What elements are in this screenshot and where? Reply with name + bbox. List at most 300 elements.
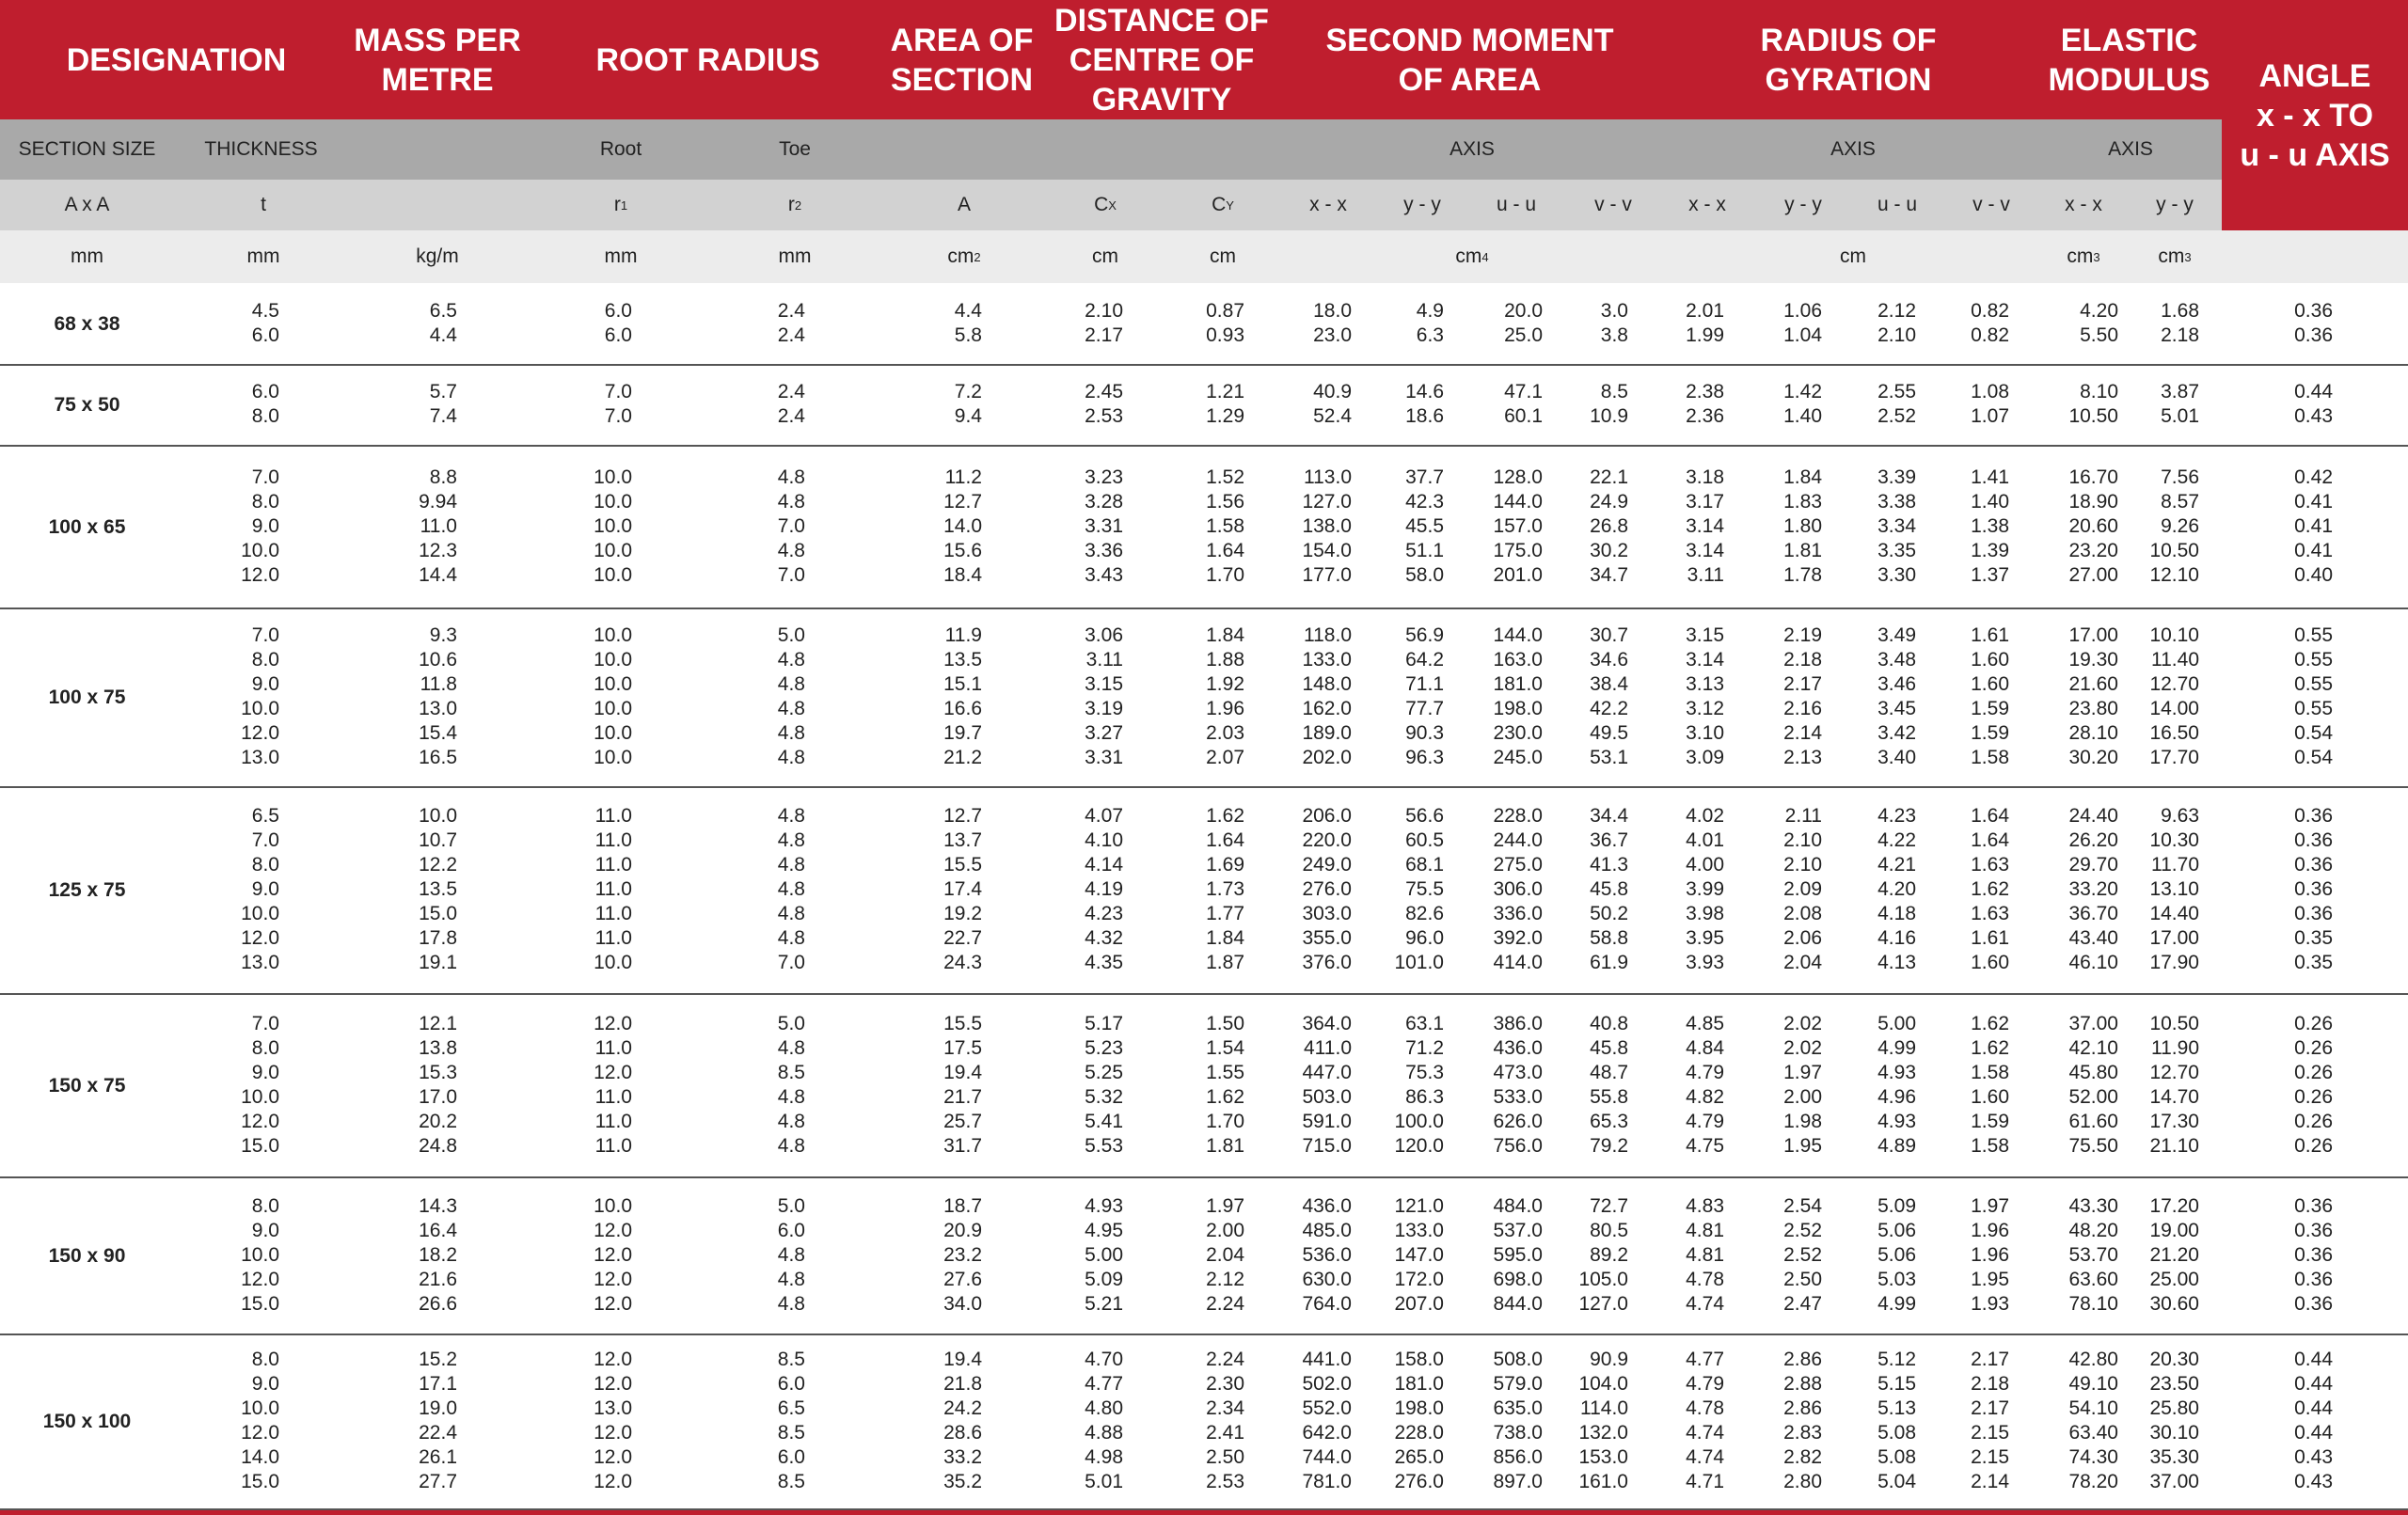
- table-cell: 8.10: [2080, 381, 2118, 402]
- table-cell: 17.30: [2149, 1111, 2199, 1132]
- table-cell: 5.50: [2080, 324, 2118, 346]
- table-cell: 4.84: [1686, 1037, 1724, 1059]
- table-cell: 0.36: [2294, 300, 2333, 322]
- table-cell: 2.13: [1783, 747, 1822, 768]
- column-area: [869, 804, 982, 975]
- table-cell: 1.77: [1206, 903, 1244, 924]
- column-angle: [2220, 623, 2333, 770]
- table-cell: 29.70: [2068, 854, 2118, 876]
- table-cell: 77.7: [1405, 698, 1444, 719]
- table-cell: 8.5: [1600, 381, 1628, 402]
- table-cell: 52.00: [2068, 1086, 2118, 1108]
- table-cell: 3.39: [1877, 466, 1916, 488]
- label-axis-modulus: AXIS: [2108, 138, 2153, 160]
- table-cell: 2.18: [1783, 649, 1822, 671]
- table-cell: 1.64: [1206, 540, 1244, 561]
- table-cell: 2.45: [1085, 381, 1123, 402]
- table-cell: 1.07: [1971, 405, 2009, 427]
- column-rxx: [1611, 299, 1724, 348]
- subheader-symbols-row: [0, 180, 2222, 230]
- table-cell: 1.59: [1971, 722, 2009, 744]
- table-cell: 4.8: [777, 540, 805, 561]
- unit-area: cm 2: [947, 245, 981, 267]
- table-cell: 414.0: [1493, 952, 1543, 973]
- table-cell: 12.0: [594, 1422, 632, 1444]
- table-cell: 0.41: [2294, 491, 2333, 513]
- column-mass: [344, 466, 457, 588]
- column-mass: [344, 1348, 457, 1494]
- table-cell: 635.0: [1493, 1397, 1543, 1419]
- table-cell: 3.0: [1600, 300, 1628, 322]
- table-cell: 10.0: [594, 747, 632, 768]
- table-cell: 172.0: [1394, 1269, 1444, 1290]
- table-cell: 0.26: [2294, 1111, 2333, 1132]
- table-cell: 20.9: [943, 1220, 982, 1241]
- column-zyy: [2086, 1012, 2199, 1159]
- table-cell: 4.80: [1085, 1397, 1123, 1419]
- table-cell: 63.60: [2068, 1269, 2118, 1290]
- column-iyy: [1331, 380, 1444, 429]
- table-row-group: [0, 447, 2408, 609]
- table-cell: 17.0: [419, 1086, 457, 1108]
- table-cell: 376.0: [1302, 952, 1352, 973]
- table-cell: 10.0: [241, 1397, 279, 1419]
- table-cell: 5.41: [1085, 1111, 1123, 1132]
- table-cell: 96.0: [1405, 927, 1444, 949]
- column-rxx: [1611, 623, 1724, 770]
- table-cell: 28.6: [943, 1422, 982, 1444]
- table-cell: 14.3: [419, 1195, 457, 1217]
- table-cell: 3.46: [1877, 673, 1916, 695]
- table-cell: 10.50: [2149, 1013, 2199, 1034]
- table-cell: 4.8: [777, 649, 805, 671]
- table-cell: 4.89: [1877, 1135, 1916, 1157]
- table-cell: 35.30: [2149, 1446, 2199, 1468]
- table-cell: 364.0: [1302, 1013, 1352, 1034]
- table-cell: 2.10: [1783, 829, 1822, 851]
- table-cell: 15.0: [419, 903, 457, 924]
- table-cell: 12.7: [943, 805, 982, 827]
- table-cell: 484.0: [1493, 1195, 1543, 1217]
- table-cell: 473.0: [1493, 1062, 1543, 1083]
- table-cell: 1.06: [1783, 300, 1822, 322]
- table-cell: 7.0: [251, 1013, 279, 1034]
- table-cell: 698.0: [1493, 1269, 1543, 1290]
- table-cell: 0.35: [2294, 927, 2333, 949]
- section-designation: 68 x 38: [54, 313, 120, 335]
- table-cell: 9.0: [251, 1062, 279, 1083]
- column-toe: [692, 1194, 805, 1317]
- table-cell: 161.0: [1578, 1471, 1628, 1492]
- table-cell: 14.4: [419, 564, 457, 586]
- table-cell: 4.18: [1877, 903, 1916, 924]
- column-iyy: [1331, 1012, 1444, 1159]
- table-cell: 56.9: [1405, 624, 1444, 646]
- table-cell: 11.0: [594, 1086, 632, 1108]
- table-cell: 33.2: [943, 1446, 982, 1468]
- table-cell: 26.20: [2068, 829, 2118, 851]
- table-cell: 3.15: [1085, 673, 1123, 695]
- table-cell: 0.44: [2294, 1349, 2333, 1370]
- table-cell: 17.70: [2149, 747, 2199, 768]
- table-cell: 18.90: [2068, 491, 2118, 513]
- table-cell: 37.00: [2149, 1471, 2199, 1492]
- column-angle: [2220, 1012, 2333, 1159]
- table-cell: 15.6: [943, 540, 982, 561]
- table-cell: 595.0: [1493, 1244, 1543, 1266]
- table-cell: 42.3: [1405, 491, 1444, 513]
- table-cell: 21.6: [419, 1269, 457, 1290]
- table-cell: 1.68: [2161, 300, 2199, 322]
- label-section-size: SECTION SIZE: [18, 138, 156, 160]
- table-cell: 1.73: [1206, 878, 1244, 900]
- table-cell: 47.1: [1504, 381, 1543, 402]
- table-cell: 13.5: [419, 878, 457, 900]
- label-root: Root: [599, 138, 642, 160]
- table-cell: 8.8: [429, 466, 457, 488]
- table-cell: 3.23: [1085, 466, 1123, 488]
- table-cell: 1.52: [1206, 466, 1244, 488]
- table-cell: 23.20: [2068, 540, 2118, 561]
- table-cell: 2.09: [1783, 878, 1822, 900]
- table-cell: 8.57: [2161, 491, 2199, 513]
- table-cell: 15.0: [241, 1293, 279, 1315]
- table-cell: 17.90: [2149, 952, 2199, 973]
- table-cell: 10.0: [594, 491, 632, 513]
- table-cell: 5.00: [1877, 1013, 1916, 1034]
- table-cell: 12.0: [594, 1471, 632, 1492]
- header-designation: DESIGNATION: [66, 41, 287, 78]
- table-cell: 5.00: [1085, 1244, 1123, 1266]
- table-cell: 4.8: [777, 1244, 805, 1266]
- column-toe: [692, 1348, 805, 1494]
- table-cell: 22.4: [419, 1422, 457, 1444]
- table-cell: 2.24: [1206, 1293, 1244, 1315]
- table-cell: 13.0: [241, 747, 279, 768]
- table-cell: 0.44: [2294, 381, 2333, 402]
- table-cell: 36.7: [1590, 829, 1628, 851]
- table-cell: 104.0: [1578, 1373, 1628, 1395]
- subheader-labels-row: [0, 119, 2222, 180]
- table-cell: 13.8: [419, 1037, 457, 1059]
- table-cell: 2.10: [1085, 300, 1123, 322]
- table-cell: 163.0: [1493, 649, 1543, 671]
- table-cell: 2.88: [1783, 1373, 1822, 1395]
- table-cell: 4.99: [1877, 1037, 1916, 1059]
- table-cell: 4.8: [777, 466, 805, 488]
- table-cell: 386.0: [1493, 1013, 1543, 1034]
- table-cell: 4.4: [429, 324, 457, 346]
- table-cell: 24.40: [2068, 805, 2118, 827]
- table-cell: 24.2: [943, 1397, 982, 1419]
- table-cell: 2.36: [1686, 405, 1724, 427]
- table-cell: 10.0: [594, 624, 632, 646]
- table-cell: 13.7: [943, 829, 982, 851]
- table-cell: 45.80: [2068, 1062, 2118, 1083]
- table-cell: 1.84: [1206, 624, 1244, 646]
- table-cell: 4.14: [1085, 854, 1123, 876]
- table-cell: 201.0: [1493, 564, 1543, 586]
- table-cell: 4.8: [777, 1135, 805, 1157]
- table-cell: 90.3: [1405, 722, 1444, 744]
- table-cell: 3.8: [1600, 324, 1628, 346]
- table-cell: 4.8: [777, 927, 805, 949]
- table-cell: 3.18: [1686, 466, 1724, 488]
- table-cell: 12.0: [241, 722, 279, 744]
- table-cell: 12.0: [594, 1220, 632, 1241]
- table-cell: 4.13: [1877, 952, 1916, 973]
- table-cell: 23.80: [2068, 698, 2118, 719]
- table-cell: 4.98: [1085, 1446, 1123, 1468]
- table-cell: 4.02: [1686, 805, 1724, 827]
- table-cell: 1.40: [1971, 491, 2009, 513]
- table-cell: 11.0: [594, 1111, 632, 1132]
- table-cell: 3.98: [1686, 903, 1724, 924]
- table-cell: 11.0: [594, 903, 632, 924]
- table-cell: 8.0: [251, 405, 279, 427]
- column-rvv: [1896, 1012, 2009, 1159]
- table-cell: 1.29: [1206, 405, 1244, 427]
- symbol-cx: C X: [1094, 194, 1117, 215]
- table-cell: 16.50: [2149, 722, 2199, 744]
- table-cell: 537.0: [1493, 1220, 1543, 1241]
- table-cell: 3.31: [1085, 747, 1123, 768]
- table-cell: 7.0: [777, 564, 805, 586]
- table-cell: 1.42: [1783, 381, 1822, 402]
- table-cell: 4.5: [251, 300, 279, 322]
- table-cell: 2.4: [777, 300, 805, 322]
- section-designation: 150 x 90: [48, 1244, 126, 1267]
- table-cell: 502.0: [1302, 1373, 1352, 1395]
- table-cell: 5.01: [1085, 1471, 1123, 1492]
- unit-cx: cm: [1092, 245, 1118, 267]
- table-cell: 138.0: [1302, 515, 1352, 537]
- column-zyy: [2086, 804, 2199, 975]
- table-cell: 5.17: [1085, 1013, 1123, 1034]
- table-cell: 65.3: [1590, 1111, 1628, 1132]
- table-cell: 3.10: [1686, 722, 1724, 744]
- column-iyy: [1331, 623, 1444, 770]
- table-cell: 2.86: [1783, 1349, 1822, 1370]
- symbol-moment-xx: x - x: [1309, 194, 1347, 215]
- table-cell: 10.0: [594, 564, 632, 586]
- table-cell: 23.2: [943, 1244, 982, 1266]
- table-cell: 3.27: [1085, 722, 1123, 744]
- table-cell: 181.0: [1493, 673, 1543, 695]
- table-cell: 11.0: [594, 829, 632, 851]
- table-cell: 12.10: [2149, 564, 2199, 586]
- table-cell: 30.2: [1590, 540, 1628, 561]
- table-cell: 4.77: [1085, 1373, 1123, 1395]
- table-cell: 4.8: [777, 854, 805, 876]
- header-radius-of-gyration: RADIUS OF GYRATION: [1760, 22, 1937, 98]
- table-cell: 5.15: [1877, 1373, 1916, 1395]
- table-cell: 68.1: [1405, 854, 1444, 876]
- table-cell: 756.0: [1493, 1135, 1543, 1157]
- table-cell: 2.04: [1783, 952, 1822, 973]
- table-cell: 202.0: [1302, 747, 1352, 768]
- table-cell: 15.5: [943, 854, 982, 876]
- table-cell: 78.10: [2068, 1293, 2118, 1315]
- table-cell: 0.36: [2294, 829, 2333, 851]
- label-toe: Toe: [779, 138, 811, 160]
- table-cell: 33.20: [2068, 878, 2118, 900]
- table-cell: 228.0: [1394, 1422, 1444, 1444]
- table-cell: 8.0: [251, 1349, 279, 1370]
- table-cell: 12.0: [241, 927, 279, 949]
- table-cell: 11.0: [594, 1037, 632, 1059]
- section-designation: 75 x 50: [54, 394, 120, 416]
- table-cell: 4.96: [1877, 1086, 1916, 1108]
- column-angle: [2220, 1348, 2333, 1494]
- table-cell: 5.8: [954, 324, 982, 346]
- table-cell: 49.10: [2068, 1373, 2118, 1395]
- table-row-group: [0, 366, 2408, 447]
- table-cell: 0.36: [2294, 1293, 2333, 1315]
- column-zyy: [2086, 623, 2199, 770]
- table-cell: 0.26: [2294, 1135, 2333, 1157]
- table-cell: 0.93: [1206, 324, 1244, 346]
- table-cell: 9.4: [954, 405, 982, 427]
- table-cell: 133.0: [1302, 649, 1352, 671]
- table-cell: 0.26: [2294, 1013, 2333, 1034]
- header-area-of-section: AREA OF SECTION: [890, 22, 1034, 98]
- table-cell: 5.04: [1877, 1471, 1916, 1492]
- table-cell: 738.0: [1493, 1422, 1543, 1444]
- header-mass-per-metre: MASS PER METRE: [354, 22, 521, 98]
- table-cell: 12.0: [241, 564, 279, 586]
- table-cell: 3.06: [1085, 624, 1123, 646]
- table-cell: 10.0: [594, 540, 632, 561]
- table-cell: 2.47: [1783, 1293, 1822, 1315]
- table-cell: 4.8: [777, 673, 805, 695]
- table-cell: 2.12: [1877, 300, 1916, 322]
- table-cell: 26.1: [419, 1446, 457, 1468]
- table-cell: 5.0: [777, 1195, 805, 1217]
- table-cell: 1.64: [1206, 829, 1244, 851]
- table-cell: 1.04: [1783, 324, 1822, 346]
- table-cell: 4.74: [1686, 1293, 1724, 1315]
- column-angle: [2220, 1194, 2333, 1317]
- table-cell: 4.85: [1686, 1013, 1724, 1034]
- table-cell: 25.00: [2149, 1269, 2199, 1290]
- table-cell: 11.0: [594, 1135, 632, 1157]
- table-cell: 4.93: [1877, 1111, 1916, 1132]
- column-rxx: [1611, 466, 1724, 588]
- table-cell: 58.0: [1405, 564, 1444, 586]
- section-designation: 125 x 75: [48, 879, 126, 901]
- table-cell: 4.16: [1877, 927, 1916, 949]
- column-angle: [2220, 466, 2333, 588]
- table-cell: 2.17: [1971, 1349, 2009, 1370]
- table-cell: 230.0: [1493, 722, 1543, 744]
- table-cell: 53.1: [1590, 747, 1628, 768]
- symbol-moment-uu: u - u: [1496, 194, 1537, 215]
- table-cell: 0.55: [2294, 698, 2333, 719]
- table-cell: 12.2: [419, 854, 457, 876]
- table-cell: 3.34: [1877, 515, 1916, 537]
- table-cell: 9.0: [251, 673, 279, 695]
- table-cell: 11.9: [944, 624, 982, 646]
- table-cell: 8.0: [251, 1195, 279, 1217]
- table-cell: 2.04: [1206, 1244, 1244, 1266]
- column-iyy: [1331, 1194, 1444, 1317]
- table-cell: 34.4: [1590, 805, 1628, 827]
- column-root: [519, 1194, 632, 1317]
- column-root: [519, 380, 632, 429]
- table-cell: 1.58: [1971, 1062, 2009, 1083]
- column-t: [166, 380, 279, 429]
- table-cell: 16.6: [943, 698, 982, 719]
- table-cell: 1.84: [1206, 927, 1244, 949]
- table-cell: 18.4: [943, 564, 982, 586]
- table-cell: 132.0: [1578, 1422, 1628, 1444]
- table-cell: 15.2: [419, 1349, 457, 1370]
- table-cell: 2.82: [1783, 1446, 1822, 1468]
- table-cell: 2.41: [1206, 1422, 1244, 1444]
- table-cell: 5.08: [1877, 1422, 1916, 1444]
- table-cell: 43.30: [2068, 1195, 2118, 1217]
- table-cell: 1.21: [1206, 381, 1244, 402]
- table-cell: 10.50: [2149, 540, 2199, 561]
- column-toe: [692, 804, 805, 975]
- table-cell: 4.8: [777, 1111, 805, 1132]
- table-cell: 4.78: [1686, 1269, 1724, 1290]
- table-cell: 626.0: [1493, 1111, 1543, 1132]
- table-cell: 1.64: [1971, 829, 2009, 851]
- table-cell: 2.54: [1783, 1195, 1822, 1217]
- symbol-axa: A x A: [64, 194, 110, 215]
- table-cell: 15.4: [419, 722, 457, 744]
- table-cell: 2.15: [1971, 1446, 2009, 1468]
- column-t: [166, 1012, 279, 1159]
- table-cell: 7.0: [251, 624, 279, 646]
- table-cell: 4.93: [1085, 1195, 1123, 1217]
- table-cell: 25.80: [2149, 1397, 2199, 1419]
- table-cell: 15.0: [241, 1135, 279, 1157]
- table-cell: 13.0: [419, 698, 457, 719]
- table-cell: 306.0: [1493, 878, 1543, 900]
- header-distance-centre-gravity: DISTANCE OF CENTRE OF GRAVITY: [1054, 2, 1269, 118]
- table-cell: 0.41: [2294, 515, 2333, 537]
- table-cell: 2.03: [1206, 722, 1244, 744]
- table-row-group: [0, 788, 2408, 995]
- table-cell: 0.36: [2294, 878, 2333, 900]
- table-cell: 265.0: [1394, 1446, 1444, 1468]
- table-cell: 6.0: [604, 324, 632, 346]
- table-cell: 2.52: [1877, 405, 1916, 427]
- table-cell: 12.0: [594, 1446, 632, 1468]
- column-cy: [1132, 299, 1244, 348]
- table-cell: 22.1: [1590, 466, 1628, 488]
- table-cell: 4.77: [1686, 1349, 1724, 1370]
- column-area: [869, 1012, 982, 1159]
- table-cell: 4.8: [777, 747, 805, 768]
- table-cell: 13.0: [594, 1397, 632, 1419]
- table-cell: 1.81: [1206, 1135, 1244, 1157]
- table-cell: 12.0: [594, 1373, 632, 1395]
- bottom-rule: [0, 1510, 2408, 1515]
- table-cell: 552.0: [1302, 1397, 1352, 1419]
- table-cell: 11.0: [420, 515, 457, 537]
- table-cell: 12.0: [241, 1422, 279, 1444]
- table-cell: 0.36: [2294, 805, 2333, 827]
- unit-toe: mm: [778, 245, 812, 267]
- table-cell: 127.0: [1302, 491, 1352, 513]
- table-cell: 90.9: [1590, 1349, 1628, 1370]
- table-cell: 1.08: [1971, 381, 2009, 402]
- table-cell: 0.36: [2294, 324, 2333, 346]
